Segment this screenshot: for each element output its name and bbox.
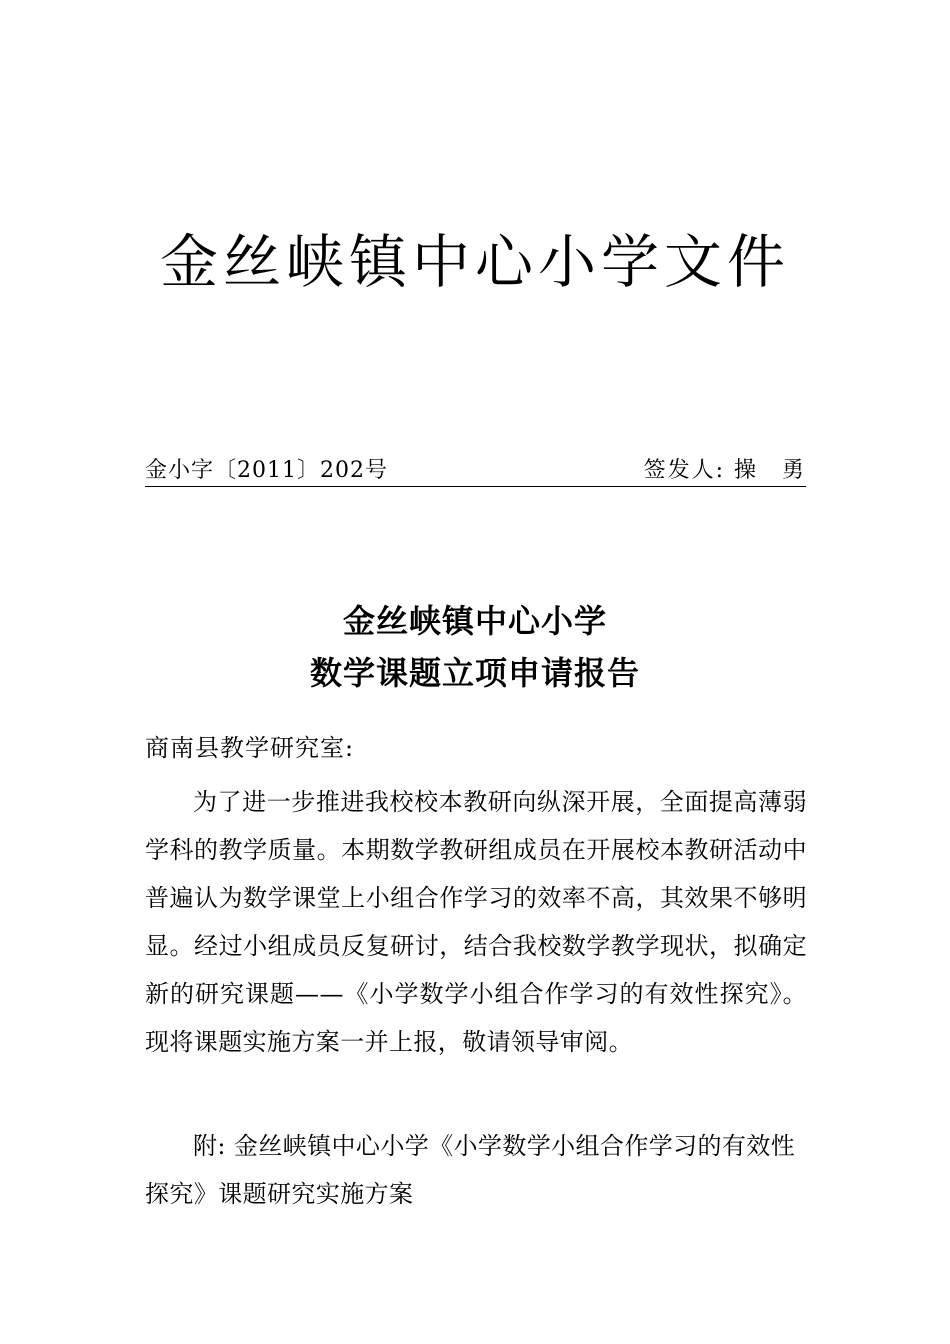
body-paragraph: 为了进一步推进我校校本教研向纵深开展，全面提高薄弱学科的教学质量。本期数学教研组成员在开展校本教研活动中普遍认为数学课堂上小组合作学习的效率不高，其效果不够明显。经过小组成员反复研讨，结合我校数学教学现状，拟确定新的研究课题——《小学数学小组合作学习的有效性探究》。现将课题实施方案一并上报，敬请领导审阅。 [145,788,807,1056]
document-number-row [145,456,806,487]
issuer: 签发人: 操 勇 [643,458,806,483]
report-title-line-1: 金丝峡镇中心小学 [342,602,607,640]
document-number: 金小字〔2011〕202号 [145,458,388,483]
attachment-note: 附: 金丝峡镇中心小学《小学数学小组合作学习的有效性探究》课题研究实施方案 [145,1132,796,1208]
addressee: 商南县教学研究室: [145,734,355,762]
document-header-title: 金丝峡镇中心小学文件 [159,228,790,296]
report-title-line-2: 数学课题立项申请报告 [309,654,640,692]
